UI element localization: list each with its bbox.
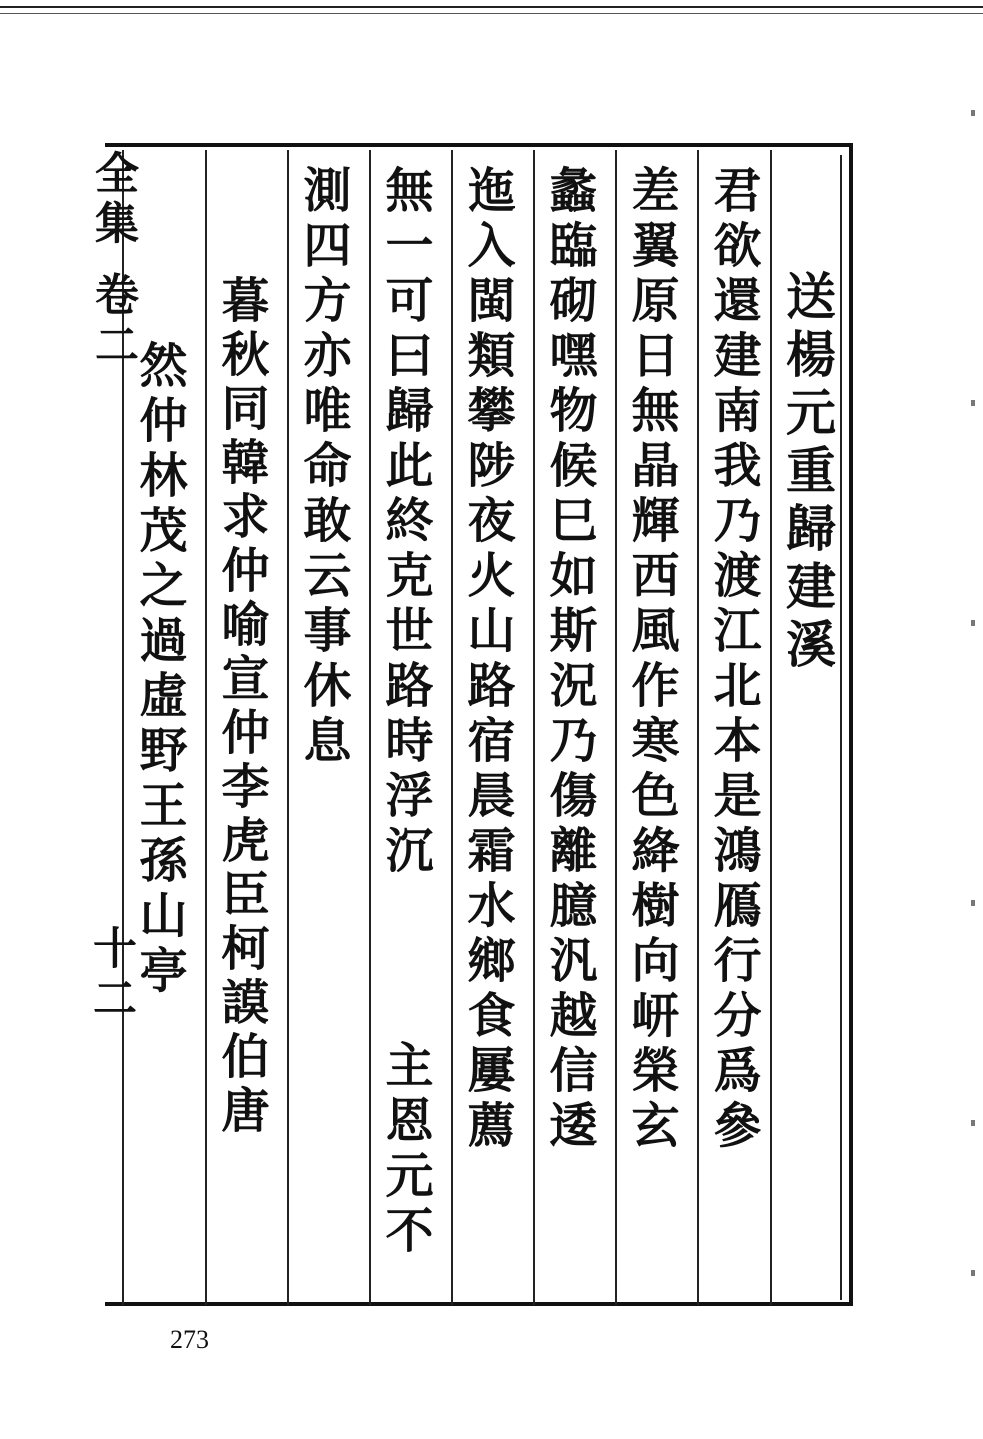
text-column: 測四方亦唯命敢云事休息 bbox=[295, 165, 351, 770]
margin-leaf-number: 十二 bbox=[85, 925, 136, 1025]
margin-title: 全集 卷二 bbox=[87, 150, 138, 372]
column-rule bbox=[369, 150, 371, 1305]
text-column: 君欲還建南我乃渡江北本是鴻鴈行分爲參 bbox=[705, 165, 761, 1155]
scan-speck bbox=[971, 110, 975, 116]
scan-speck bbox=[971, 620, 975, 626]
column-rule bbox=[615, 150, 617, 1305]
scan-speck bbox=[971, 1270, 975, 1276]
honorific-elevated-text: 主恩元不 bbox=[377, 1040, 433, 1260]
column-rule bbox=[451, 150, 453, 1305]
scan-speck bbox=[971, 1120, 975, 1126]
scan-speck bbox=[971, 900, 975, 906]
poem-title-2-continued: 然仲林茂之過虛野王孫山亭 bbox=[131, 340, 187, 1000]
text-column: 迤入閩類攀陟夜火山路宿晨霜水鄉食屢薦 bbox=[459, 165, 515, 1155]
column-rule bbox=[697, 150, 699, 1305]
page-number: 273 bbox=[170, 1325, 209, 1354]
column-rule bbox=[533, 150, 535, 1305]
text-column: 差翼原日無晶輝西風作寒色絳樹向岍榮玄 bbox=[623, 165, 679, 1155]
text-column: 無一可曰歸此終克世路時浮沉 bbox=[377, 165, 433, 880]
top-rule bbox=[0, 6, 983, 8]
column-rule bbox=[205, 150, 207, 1305]
frame-inner-rule bbox=[840, 155, 842, 1300]
column-rule bbox=[770, 150, 772, 1305]
top-rule-secondary bbox=[0, 13, 983, 14]
text-column: 蠡臨砌嘿物候巳如斯況乃傷離臆汎越信逶 bbox=[541, 165, 597, 1155]
column-rule bbox=[287, 150, 289, 1305]
scan-speck bbox=[971, 400, 975, 406]
poem-title: 送楊元重歸建溪 bbox=[778, 270, 837, 676]
poem-title-2: 暮秋同韓求仲喻宣仲李虎臣柯謨伯唐 bbox=[213, 275, 269, 1139]
